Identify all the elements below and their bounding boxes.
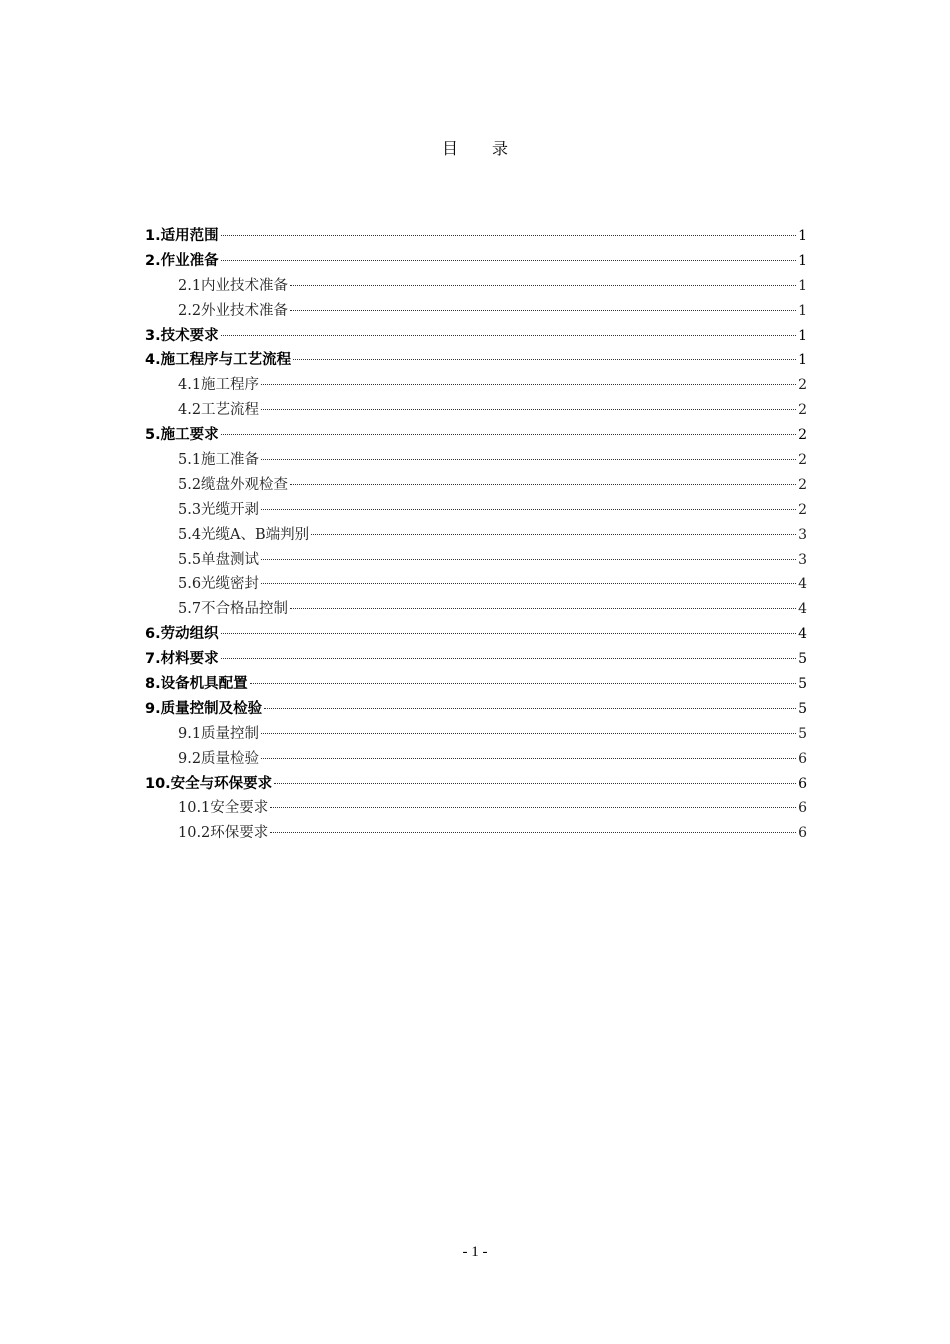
toc-entry[interactable] (145, 249, 807, 274)
toc-entry-label: 2.2外业技术准备 (178, 302, 289, 319)
toc-entry-label: 7.材料要求 (145, 651, 219, 668)
toc-entry[interactable] (145, 622, 807, 647)
dot-leader (261, 733, 796, 734)
dot-leader (261, 559, 796, 560)
dot-leader (274, 783, 796, 784)
toc-entry-label: 6.劳动组织 (145, 626, 219, 643)
page-number-footer: - 1 - (462, 1244, 488, 1260)
toc-entry-label: 3.技术要求 (145, 327, 219, 344)
toc-subentry[interactable] (145, 572, 807, 597)
toc-entry-label: 8.设备机具配置 (145, 676, 248, 693)
toc-subentry[interactable] (145, 796, 807, 821)
toc-entry-label: 4.2工艺流程 (178, 402, 260, 419)
dot-leader (221, 658, 796, 659)
toc-entry-page: 2 (798, 402, 807, 419)
dot-leader (293, 359, 796, 360)
toc-subentry[interactable] (145, 722, 807, 747)
toc-title-part2: 录 (492, 139, 509, 158)
dot-leader (221, 633, 796, 634)
toc-entry-page: 5 (798, 725, 807, 742)
toc-entry-page: 3 (798, 526, 807, 543)
toc-entry-label: 5.1施工准备 (178, 452, 260, 469)
dot-leader (250, 683, 796, 684)
dot-leader (290, 310, 796, 311)
toc-entry-page: 4 (798, 576, 807, 593)
toc-entry-label: 10.2环保要求 (178, 825, 269, 842)
toc-title-part1: 目 (441, 139, 458, 158)
toc-entry-page: 6 (798, 800, 807, 817)
dot-leader (261, 459, 796, 460)
toc-entry[interactable] (145, 772, 807, 797)
toc-entry-label: 5.施工要求 (145, 427, 219, 444)
toc-entry[interactable] (145, 324, 807, 349)
dot-leader (221, 235, 796, 236)
toc-entry-label: 1.适用范围 (145, 228, 219, 244)
toc-entry-page: 1 (798, 277, 807, 294)
dot-leader (264, 708, 796, 709)
toc-entry-page: 4 (798, 601, 807, 618)
toc-entry[interactable] (145, 348, 807, 373)
dot-leader (261, 509, 796, 510)
dot-leader (221, 434, 796, 435)
toc-entry-page: 1 (798, 228, 807, 244)
dot-leader (290, 484, 796, 485)
dot-leader (221, 260, 796, 261)
toc-entry-page: 1 (798, 252, 807, 269)
toc-entry-label: 10.1安全要求 (178, 800, 269, 817)
dot-leader (261, 758, 796, 759)
toc-entry-label: 4.1施工程序 (178, 377, 260, 394)
dot-leader (290, 608, 796, 609)
toc-entry-page: 4 (798, 626, 807, 643)
toc-entry-label: 5.4光缆A、B端判别 (178, 526, 310, 543)
toc-entry-label: 2.1内业技术准备 (178, 277, 289, 294)
dot-leader (221, 335, 796, 336)
toc-entry-label: 5.6光缆密封 (178, 576, 260, 593)
toc-entry-page: 3 (798, 551, 807, 568)
toc-entry[interactable] (145, 672, 807, 697)
dot-leader (261, 384, 796, 385)
toc-entry-page: 5 (798, 700, 807, 717)
table-of-contents (145, 224, 807, 846)
toc-entry[interactable] (145, 224, 807, 249)
toc-entry-label: 5.5单盘测试 (178, 551, 260, 568)
toc-entry-label: 5.2缆盘外观检查 (178, 476, 289, 493)
toc-subentry[interactable] (145, 473, 807, 498)
dot-leader (290, 285, 796, 286)
toc-entry-page: 1 (798, 352, 807, 369)
toc-entry-label: 5.7不合格品控制 (178, 601, 289, 618)
toc-entry-page: 5 (798, 676, 807, 693)
dot-leader (270, 807, 796, 808)
dot-leader (311, 534, 796, 535)
toc-subentry[interactable] (145, 448, 807, 473)
toc-entry-page: 6 (798, 750, 807, 767)
toc-entry-label: 2.作业准备 (145, 252, 219, 269)
toc-entry-page: 6 (798, 775, 807, 792)
toc-entry-page: 2 (798, 427, 807, 444)
toc-subentry[interactable] (145, 398, 807, 423)
toc-subentry[interactable] (145, 548, 807, 573)
toc-subentry[interactable] (145, 274, 807, 299)
toc-entry-page: 1 (798, 302, 807, 319)
toc-entry[interactable] (145, 697, 807, 722)
toc-subentry[interactable] (145, 498, 807, 523)
toc-entry[interactable] (145, 423, 807, 448)
toc-title (0, 136, 950, 159)
toc-entry-page: 1 (798, 327, 807, 344)
toc-subentry[interactable] (145, 747, 807, 772)
toc-entry-page: 2 (798, 476, 807, 493)
toc-entry-page: 6 (798, 825, 807, 842)
toc-entry-label: 4.施工程序与工艺流程 (145, 352, 292, 369)
toc-entry-page: 5 (798, 651, 807, 668)
toc-subentry[interactable] (145, 821, 807, 846)
toc-entry-page: 2 (798, 452, 807, 469)
dot-leader (261, 583, 796, 584)
dot-leader (261, 409, 796, 410)
toc-entry-label: 9.1质量控制 (178, 725, 260, 742)
toc-entry-label: 5.3光缆开剥 (178, 501, 260, 518)
toc-subentry[interactable] (145, 523, 807, 548)
toc-subentry[interactable] (145, 373, 807, 398)
toc-subentry[interactable] (145, 299, 807, 324)
toc-entry-label: 9.质量控制及检验 (145, 700, 263, 717)
dot-leader (270, 832, 796, 833)
toc-subentry[interactable] (145, 597, 807, 622)
toc-entry[interactable] (145, 647, 807, 672)
toc-entry-page: 2 (798, 501, 807, 518)
toc-entry-label: 9.2质量检验 (178, 750, 260, 767)
toc-entry-page: 2 (798, 377, 807, 394)
toc-entry-label: 10.安全与环保要求 (145, 775, 273, 792)
